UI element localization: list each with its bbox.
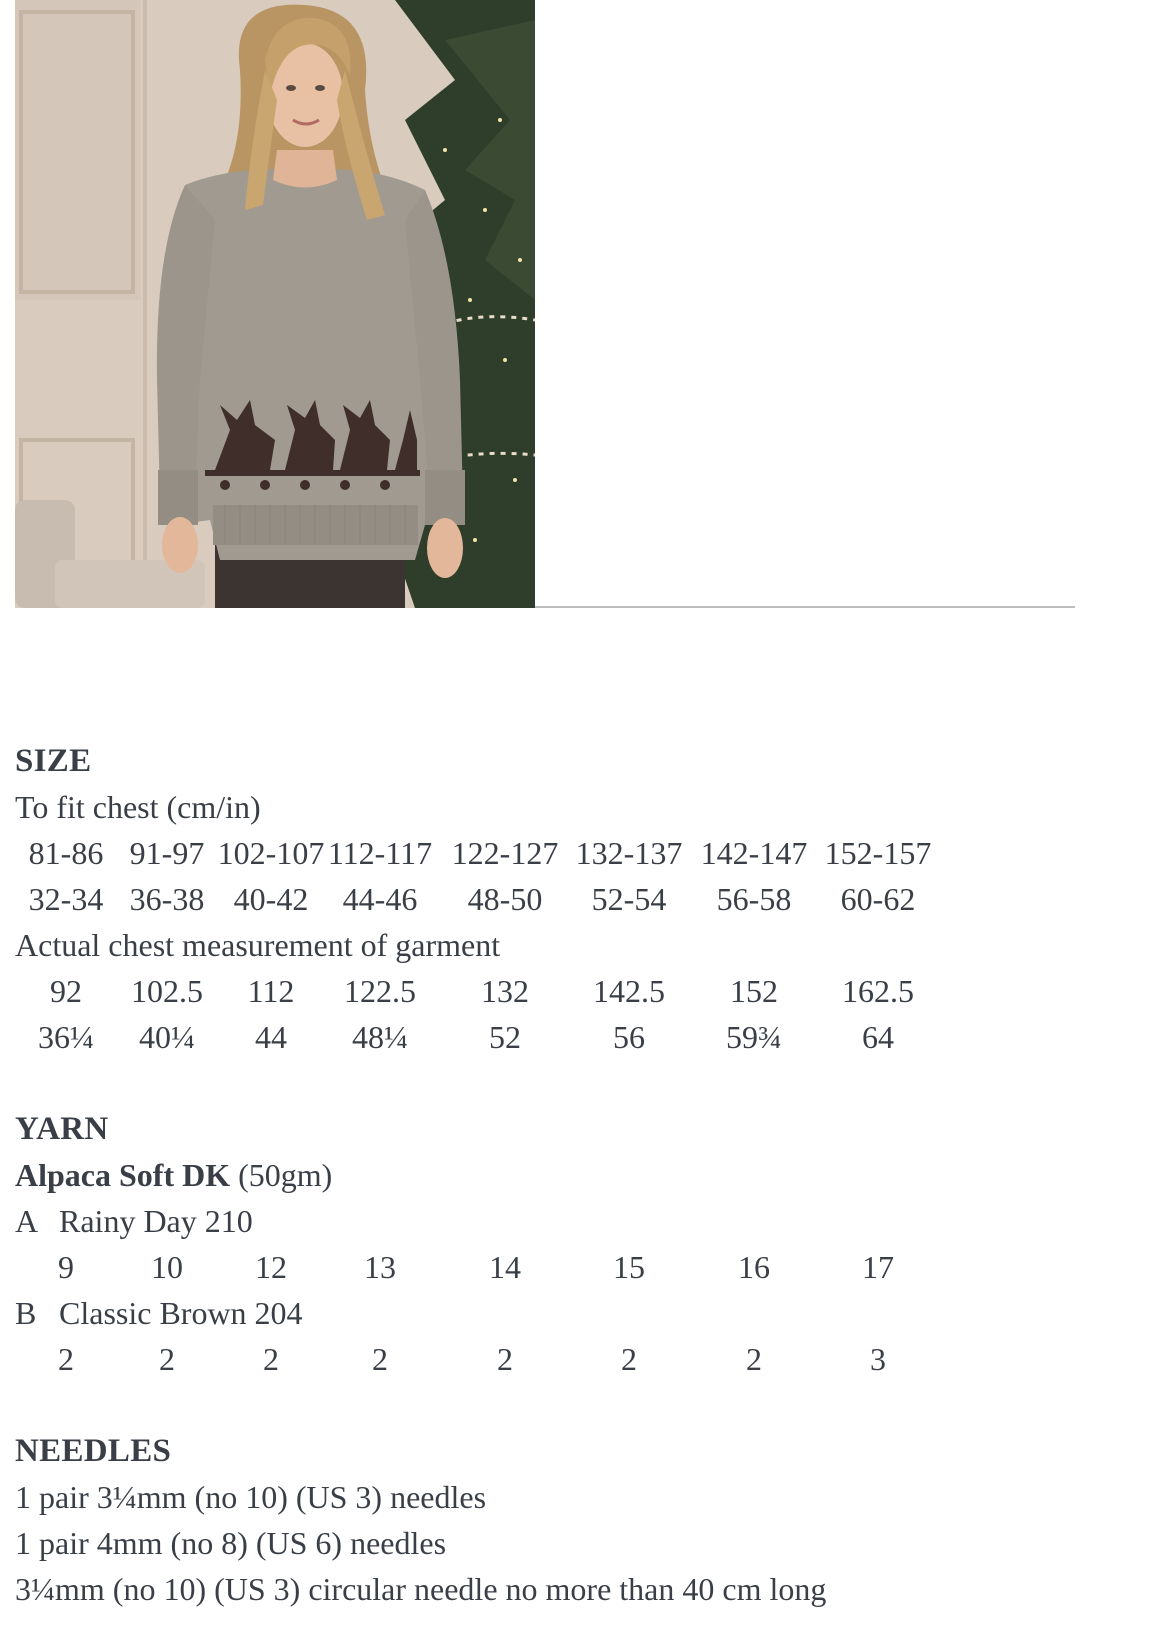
ball-count: 2 (621, 1341, 637, 1377)
actual-in-value: 64 (862, 1019, 894, 1055)
pattern-details (15, 738, 1115, 1612)
fit-cm-value: 91-97 (129, 835, 205, 871)
fit-in-value: 40-42 (233, 881, 309, 917)
ball-count: 15 (613, 1249, 645, 1285)
actual-in-value: 44 (255, 1019, 287, 1055)
ball-count: 17 (862, 1249, 894, 1285)
ball-count: 9 (58, 1249, 74, 1285)
ball-count: 2 (58, 1341, 74, 1377)
yarn-colour-a (15, 1198, 1115, 1244)
needle-item: 1 pair 3¼mm (no 10) (US 3) needles (15, 1479, 487, 1515)
size-heading: SIZE (15, 743, 92, 779)
actual-cm-value: 132 (481, 973, 529, 1009)
fit-in-value: 36-38 (129, 881, 205, 917)
fit-cm-value: 112-117 (327, 835, 433, 871)
ball-count: 16 (738, 1249, 770, 1285)
ball-count: 2 (746, 1341, 762, 1377)
ball-count: 2 (159, 1341, 175, 1377)
ball-count: 13 (364, 1249, 396, 1285)
actual-in-value: 36¼ (38, 1019, 94, 1055)
yarn-b-balls-row (15, 1336, 1115, 1382)
ball-count: 2 (372, 1341, 388, 1377)
ball-count: 3 (870, 1341, 886, 1377)
fit-chest-in-row (15, 876, 1115, 922)
ball-count: 12 (255, 1249, 287, 1285)
actual-in-value: 59¾ (726, 1019, 782, 1055)
actual-in-value: 40¼ (139, 1019, 195, 1055)
fit-chest-cm-row (15, 830, 1115, 876)
actual-cm-value: 102.5 (131, 973, 203, 1009)
actual-chest-in-row (15, 1014, 1115, 1060)
fit-cm-value: 122-127 (451, 835, 559, 871)
actual-cm-value: 162.5 (842, 973, 914, 1009)
fit-in-value: 52-54 (591, 881, 667, 917)
ball-count: 2 (263, 1341, 279, 1377)
actual-chest-cm-row (15, 968, 1115, 1014)
ball-count: 2 (497, 1341, 513, 1377)
actual-chest-label: Actual chest measurement of garment (15, 927, 501, 963)
product-photo (15, 0, 535, 608)
needle-item: 3¼mm (no 10) (US 3) circular needle no more than 40 cm long (15, 1571, 827, 1607)
yarn-weight: (50gm) (238, 1157, 333, 1193)
fit-cm-value: 142-147 (700, 835, 808, 871)
fit-cm-value: 102-107 (217, 835, 325, 871)
fit-cm-value: 132-137 (575, 835, 683, 871)
divider-line (535, 606, 1075, 608)
fit-in-value: 60-62 (840, 881, 916, 917)
yarn-name-line (15, 1152, 1115, 1198)
actual-cm-value: 142.5 (593, 973, 665, 1009)
fit-cm-value: 81-86 (28, 835, 104, 871)
fit-in-value: 56-58 (716, 881, 792, 917)
fit-in-value: 32-34 (28, 881, 104, 917)
yarn-heading: YARN (15, 1111, 109, 1147)
actual-cm-value: 92 (50, 973, 82, 1009)
actual-in-value: 48¼ (352, 1019, 408, 1055)
colour-name: Classic Brown 204 (59, 1295, 303, 1331)
needle-item: 1 pair 4mm (no 8) (US 6) needles (15, 1525, 447, 1561)
yarn-colour-b (15, 1290, 1115, 1336)
ball-count: 10 (151, 1249, 183, 1285)
colour-name: Rainy Day 210 (59, 1203, 253, 1239)
yarn-a-balls-row (15, 1244, 1115, 1290)
needles-heading: NEEDLES (15, 1433, 172, 1469)
actual-cm-value: 122.5 (344, 973, 416, 1009)
actual-cm-value: 152 (730, 973, 778, 1009)
fit-in-value: 44-46 (342, 881, 418, 917)
fit-cm-value: 152-157 (824, 835, 932, 871)
colour-letter: A (15, 1203, 39, 1239)
actual-in-value: 52 (489, 1019, 521, 1055)
actual-in-value: 56 (613, 1019, 645, 1055)
colour-letter: B (15, 1295, 37, 1331)
ball-count: 14 (489, 1249, 521, 1285)
fit-in-value: 48-50 (467, 881, 543, 917)
actual-cm-value: 112 (247, 973, 295, 1009)
fit-chest-label: To fit chest (cm/in) (15, 789, 261, 825)
yarn-name: Alpaca Soft DK (15, 1157, 231, 1193)
